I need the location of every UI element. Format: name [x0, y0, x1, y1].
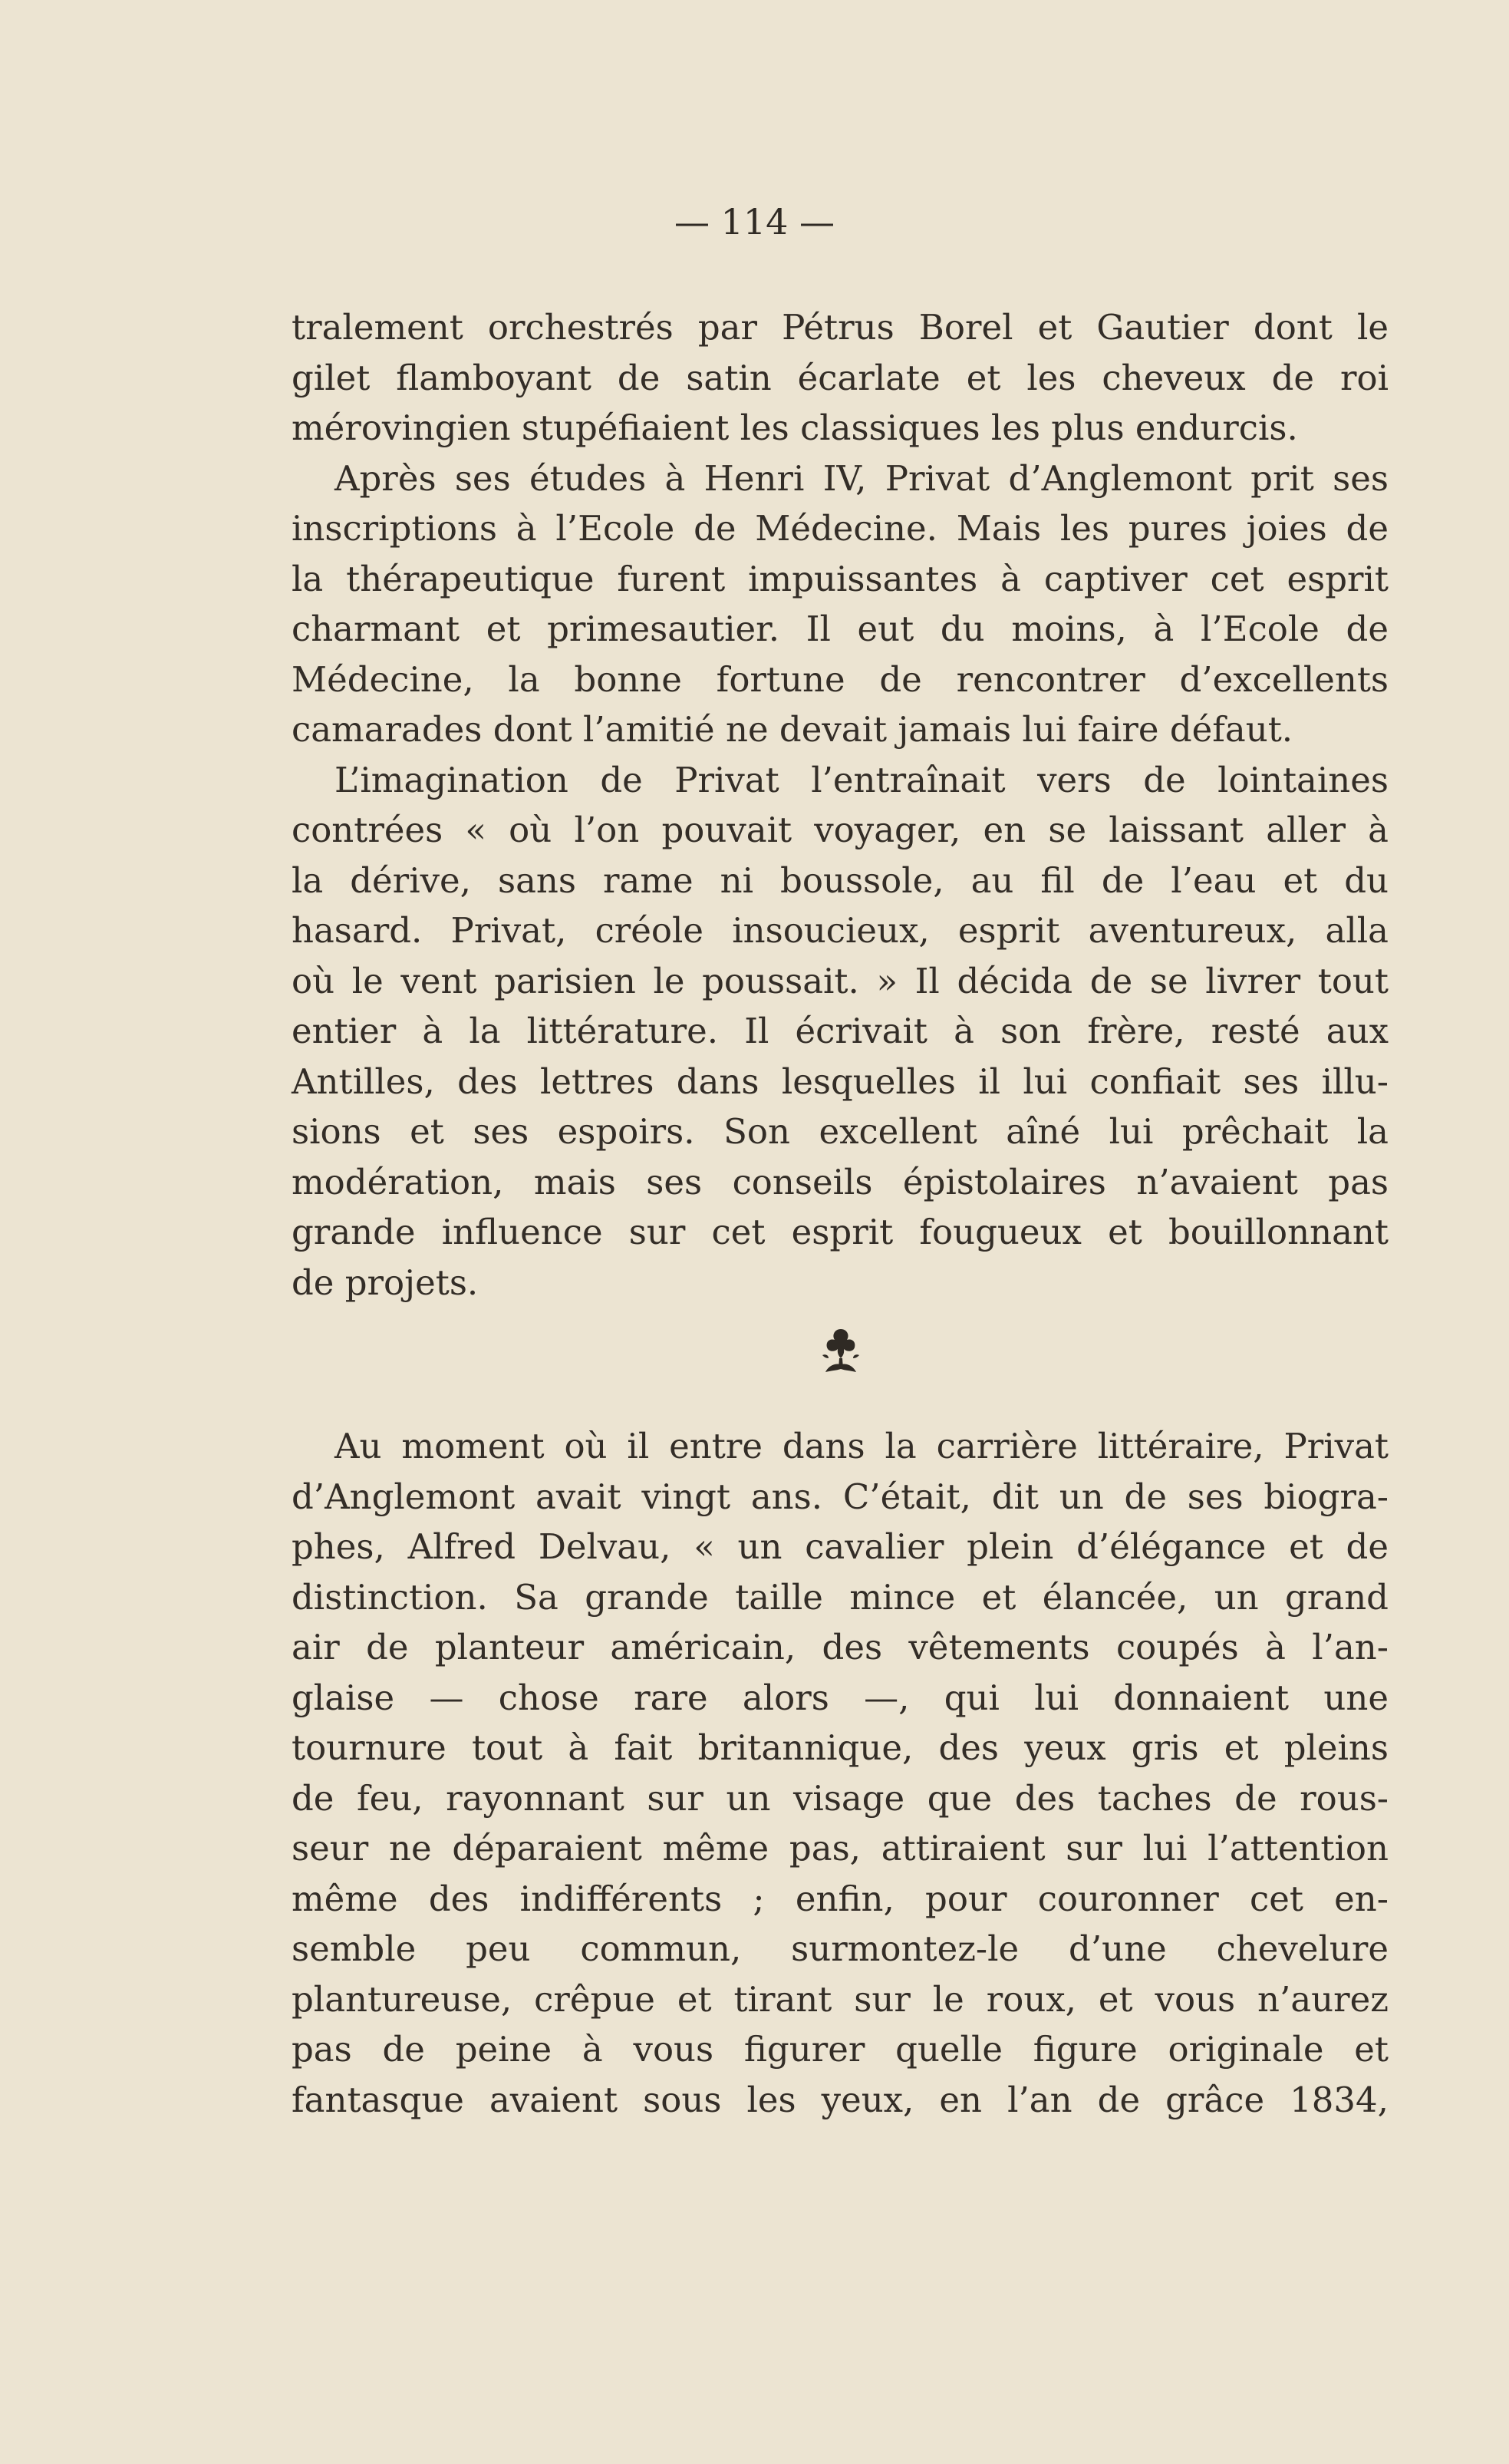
text-line: de feu, rayonnant sur un visage que des taches de rous-: [292, 1777, 1389, 1819]
text-line: distinction. Sa grande taille mince et élancée, un grand: [292, 1576, 1389, 1618]
text-line: seur ne déparaient même pas, attiraient sur lui l’attention: [292, 1828, 1389, 1869]
text-line: de projets.: [292, 1262, 479, 1303]
text-line: tournure tout à fait britannique, des yeux gris et pleins: [292, 1727, 1389, 1768]
text-line: entier à la littérature. Il écrivait à son frère, resté aux: [292, 1011, 1389, 1051]
text-line: charmant et primesautier. Il eut du moins, à l’Ecole de: [292, 609, 1389, 649]
paragraph-block-2: [292, 1421, 1389, 2125]
text-line: d’Anglemont avait vingt ans. C’était, dit un de ses biogra-: [292, 1476, 1389, 1517]
text-line: Après ses études à Henri IV, Privat d’Anglemont prit ses: [334, 457, 1389, 499]
text-line: inscriptions à l’Ecole de Médecine. Mais les pures joies de: [292, 508, 1389, 549]
text-line: modération, mais ses conseils épistolaires n’avaient pas: [292, 1161, 1389, 1202]
text-line: Antilles, des lettres dans lesquelles il lui confiait ses illu-: [292, 1060, 1389, 1102]
text-line: même des indifférents ; enfin, pour couronner cet en-: [292, 1878, 1389, 1919]
text-line: la thérapeutique furent impuissantes à captiver cet esprit: [292, 558, 1389, 599]
text-line: où le vent parisien le poussait. » Il décida de se livrer tout: [292, 960, 1389, 1001]
text-line: contrées « où l’on pouvait voyager, en se laissant aller à: [292, 810, 1389, 850]
text-line: grande influence sur cet esprit fougueux et bouillonnant: [292, 1212, 1389, 1252]
fleuron-ornament-icon: [812, 1324, 870, 1383]
text-line: gilet flamboyant de satin écarlate et les cheveux de roi: [292, 357, 1389, 398]
text-line: pas de peine à vous figurer quelle figure originale et: [292, 2029, 1389, 2070]
page-number: — 114 —: [674, 201, 835, 242]
text-line: tralement orchestrés par Pétrus Borel et Gautier dont le: [292, 307, 1389, 348]
text-line: phes, Alfred Delvau, « un cavalier plein d’élégance et de: [292, 1526, 1389, 1567]
text-line: air de planteur américain, des vêtements coupés à l’an-: [292, 1627, 1389, 1667]
text-line: camarades dont l’amitié ne devait jamais lui faire défaut.: [292, 709, 1293, 750]
text-line: sions et ses espoirs. Son excellent aîné lui prêchait la: [292, 1111, 1389, 1152]
text-line: L’imagination de Privat l’entraînait vers de lointaines: [334, 759, 1389, 800]
text-line: glaise — chose rare alors —, qui lui donnaient une: [292, 1677, 1389, 1718]
text-line: hasard. Privat, créole insoucieux, esprit aventureux, alla: [292, 910, 1389, 951]
text-line: la dérive, sans rame ni boussole, au fil de l’eau et du: [292, 859, 1389, 901]
text-line: semble peu commun, surmontez-le d’une chevelure: [292, 1928, 1389, 1969]
text-line: plantureuse, crêpue et tirant sur le roux, et vous n’aurez: [292, 1978, 1389, 2020]
paragraph-block-1: [292, 302, 1389, 1308]
text-line: Au moment où il entre dans la carrière littéraire, Privat: [334, 1426, 1389, 1466]
text-line: fantasque avaient sous les yeux, en l’an de grâce 1834,: [292, 2079, 1389, 2120]
text-line: mérovingien stupéfiaient les classiques les plus endurcis.: [292, 407, 1298, 448]
text-line: Médecine, la bonne fortune de rencontrer d’excellents: [292, 658, 1389, 700]
